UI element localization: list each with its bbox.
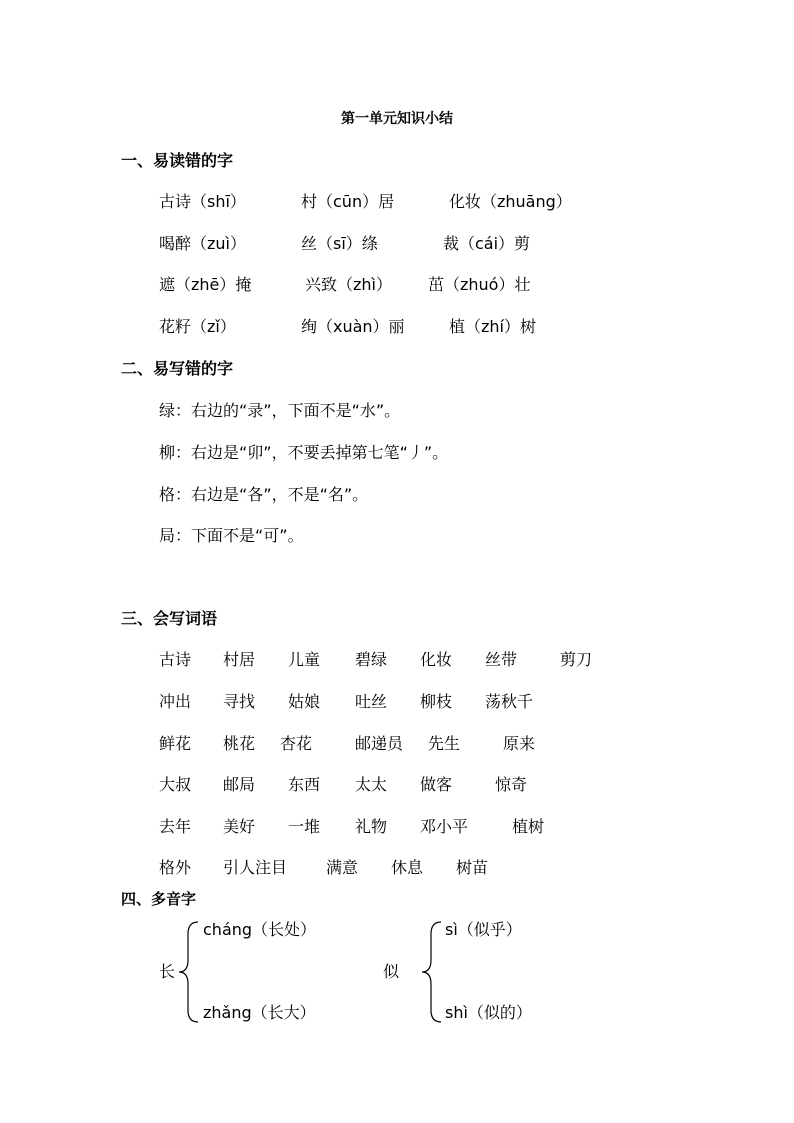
section-heading-3: 三、会写词语 bbox=[121, 609, 218, 628]
vocab-word: 化妆 bbox=[420, 650, 453, 669]
vocab-word: 礼物 bbox=[355, 817, 388, 836]
pinyin-item: 丝（sī）绦 bbox=[301, 234, 378, 253]
vocab-word: 植树 bbox=[512, 817, 545, 836]
polyphone-reading: zhǎng（长大） bbox=[203, 1003, 316, 1022]
vocab-word: 原来 bbox=[503, 734, 536, 753]
vocab-word: 吐丝 bbox=[355, 692, 388, 711]
vocab-word: 太太 bbox=[355, 775, 388, 794]
vocab-word: 邓小平 bbox=[420, 817, 469, 836]
vocab-word: 休息 bbox=[391, 858, 424, 877]
vocab-word: 儿童 bbox=[288, 650, 321, 669]
vocab-word: 丝带 bbox=[485, 650, 518, 669]
vocab-word: 姑娘 bbox=[288, 692, 321, 711]
section-heading-2: 二、易写错的字 bbox=[121, 359, 234, 378]
vocab-word: 柳枝 bbox=[420, 692, 453, 711]
pinyin-item: 遮（zhē）掩 bbox=[159, 275, 252, 294]
writing-note: 格：右边是“各”，不是“名”。 bbox=[159, 485, 369, 504]
polyphone-char: 似 bbox=[383, 962, 400, 981]
polyphone-reading: shì（似的） bbox=[445, 1003, 532, 1022]
vocab-word: 惊奇 bbox=[495, 775, 528, 794]
vocab-word: 引人注目 bbox=[223, 858, 288, 877]
vocab-word: 桃花 bbox=[223, 734, 256, 753]
polyphone-char: 长 bbox=[159, 962, 176, 981]
vocab-word: 寻找 bbox=[223, 692, 256, 711]
writing-note: 绿：右边的“录”，下面不是“水”。 bbox=[159, 401, 401, 420]
section-heading-4: 四、多音字 bbox=[121, 890, 197, 908]
vocab-word: 邮局 bbox=[223, 775, 256, 794]
polyphone-reading: sì（似乎） bbox=[445, 920, 522, 939]
writing-note: 局：下面不是“可”。 bbox=[159, 526, 304, 545]
section-heading-1: 一、易读错的字 bbox=[121, 151, 234, 170]
vocab-word: 美好 bbox=[223, 817, 256, 836]
pinyin-item: 兴致（zhì） bbox=[305, 275, 392, 294]
pinyin-item: 喝醉（zuì） bbox=[159, 234, 246, 253]
vocab-word: 杏花 bbox=[280, 734, 313, 753]
vocab-word: 做客 bbox=[420, 775, 453, 794]
writing-note: 柳：右边是“卯”，不要丢掉第七笔“丿”。 bbox=[159, 443, 449, 462]
vocab-word: 古诗 bbox=[159, 650, 192, 669]
pinyin-item: 茁（zhuó）壮 bbox=[428, 275, 531, 294]
vocab-word: 冲出 bbox=[159, 692, 192, 711]
left-brace-icon bbox=[419, 920, 445, 1024]
vocab-word: 满意 bbox=[326, 858, 359, 877]
pinyin-item: 化妆（zhuāng） bbox=[449, 192, 572, 211]
pinyin-item: 古诗（shī） bbox=[159, 192, 246, 211]
vocab-word: 剪刀 bbox=[560, 650, 593, 669]
pinyin-item: 绚（xuàn）丽 bbox=[301, 317, 405, 336]
vocab-word: 格外 bbox=[159, 858, 192, 877]
vocab-word: 大叔 bbox=[159, 775, 192, 794]
vocab-word: 一堆 bbox=[288, 817, 321, 836]
vocab-word: 树苗 bbox=[456, 858, 489, 877]
pinyin-item: 花籽（zǐ） bbox=[159, 317, 236, 336]
vocab-word: 先生 bbox=[428, 734, 461, 753]
page-title: 第一单元知识小结 bbox=[341, 111, 453, 127]
pinyin-item: 裁（cái）剪 bbox=[443, 234, 531, 253]
vocab-word: 东西 bbox=[288, 775, 321, 794]
pinyin-item: 植（zhí）树 bbox=[449, 317, 536, 336]
polyphone-reading: cháng（长处） bbox=[203, 920, 317, 939]
left-brace-icon bbox=[176, 920, 202, 1024]
vocab-word: 鲜花 bbox=[159, 734, 192, 753]
vocab-word: 邮递员 bbox=[355, 734, 404, 753]
vocab-word: 村居 bbox=[223, 650, 256, 669]
vocab-word: 碧绿 bbox=[355, 650, 388, 669]
vocab-word: 荡秋千 bbox=[485, 692, 534, 711]
pinyin-item: 村（cūn）居 bbox=[301, 192, 395, 211]
vocab-word: 去年 bbox=[159, 817, 192, 836]
